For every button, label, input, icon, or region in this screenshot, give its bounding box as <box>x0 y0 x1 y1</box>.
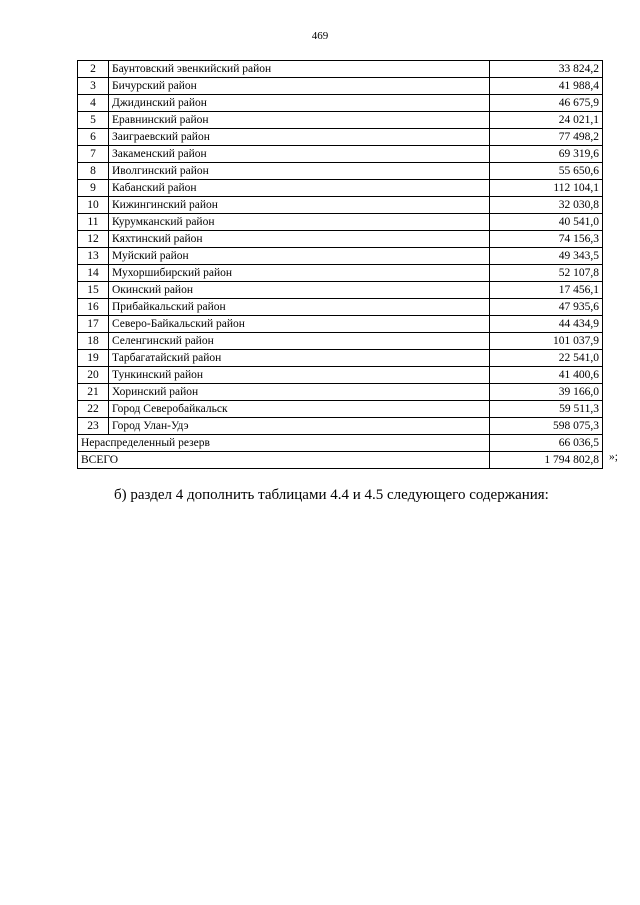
district-amount: 41 400,6 <box>490 367 603 384</box>
district-name: Мухоршибирский район <box>109 265 490 282</box>
district-name: Курумканский район <box>109 214 490 231</box>
district-name: Кяхтинский район <box>109 231 490 248</box>
total-amount: 1 794 802,8 <box>490 452 603 469</box>
row-number: 6 <box>78 129 109 146</box>
district-amount: 22 541,0 <box>490 350 603 367</box>
table-row <box>78 350 603 367</box>
table-row <box>78 333 603 350</box>
district-amount: 33 824,2 <box>490 61 603 78</box>
row-number: 10 <box>78 197 109 214</box>
district-name: Северо-Байкальский район <box>109 316 490 333</box>
row-number: 11 <box>78 214 109 231</box>
district-name: Баунтовский эвенкийский район <box>109 61 490 78</box>
district-amount: 32 030,8 <box>490 197 603 214</box>
instruction-paragraph: б) раздел 4 дополнить таблицами 4.4 и 4.5 следующего содержания: <box>114 487 549 503</box>
table-row <box>78 78 603 95</box>
row-number: 5 <box>78 112 109 129</box>
row-number: 3 <box>78 78 109 95</box>
row-number: 22 <box>78 401 109 418</box>
district-amount: 112 104,1 <box>490 180 603 197</box>
table-row <box>78 146 603 163</box>
table-row <box>78 384 603 401</box>
table-row <box>78 112 603 129</box>
district-name: Тункинский район <box>109 367 490 384</box>
district-name: Хоринский район <box>109 384 490 401</box>
district-name: Город Северобайкальск <box>109 401 490 418</box>
district-amount: 24 021,1 <box>490 112 603 129</box>
row-number: 17 <box>78 316 109 333</box>
district-amount: 40 541,0 <box>490 214 603 231</box>
district-amount: 17 456,1 <box>490 282 603 299</box>
district-amount: 55 650,6 <box>490 163 603 180</box>
district-amount: 69 319,6 <box>490 146 603 163</box>
table-row <box>78 95 603 112</box>
row-number: 19 <box>78 350 109 367</box>
table-row <box>78 163 603 180</box>
district-name: Окинский район <box>109 282 490 299</box>
district-amount: 41 988,4 <box>490 78 603 95</box>
district-amount: 44 434,9 <box>490 316 603 333</box>
district-name: Муйский район <box>109 248 490 265</box>
table-row <box>78 197 603 214</box>
district-amount: 39 166,0 <box>490 384 603 401</box>
district-budget-table <box>77 60 603 469</box>
table-body <box>78 61 603 469</box>
table-row <box>78 265 603 282</box>
district-amount: 49 343,5 <box>490 248 603 265</box>
district-name: Иволгинский район <box>109 163 490 180</box>
district-name: Закаменский район <box>109 146 490 163</box>
district-name: Заиграевский район <box>109 129 490 146</box>
district-amount: 598 075,3 <box>490 418 603 435</box>
district-name: Город Улан-Удэ <box>109 418 490 435</box>
row-number: 21 <box>78 384 109 401</box>
total-row <box>78 452 603 469</box>
row-number: 14 <box>78 265 109 282</box>
row-number: 8 <box>78 163 109 180</box>
total-label: ВСЕГО <box>78 452 490 469</box>
row-number: 7 <box>78 146 109 163</box>
district-amount: 101 037,9 <box>490 333 603 350</box>
district-name: Кабанский район <box>109 180 490 197</box>
district-amount: 52 107,8 <box>490 265 603 282</box>
row-number: 9 <box>78 180 109 197</box>
district-amount: 47 935,6 <box>490 299 603 316</box>
district-name: Бичурский район <box>109 78 490 95</box>
district-amount: 77 498,2 <box>490 129 603 146</box>
table-row <box>78 214 603 231</box>
table-row <box>78 299 603 316</box>
table-row <box>78 231 603 248</box>
district-name: Тарбагатайский район <box>109 350 490 367</box>
row-number: 2 <box>78 61 109 78</box>
table-row <box>78 129 603 146</box>
row-number: 15 <box>78 282 109 299</box>
district-name: Прибайкальский район <box>109 299 490 316</box>
district-amount: 46 675,9 <box>490 95 603 112</box>
district-amount: 74 156,3 <box>490 231 603 248</box>
reserve-row <box>78 435 603 452</box>
table-row <box>78 367 603 384</box>
reserve-label: Нераспределенный резерв <box>78 435 490 452</box>
page-number: 469 <box>311 30 329 42</box>
table-row <box>78 248 603 265</box>
closing-quote: »; <box>609 451 618 463</box>
district-name: Кижингинский район <box>109 197 490 214</box>
table-row <box>78 418 603 435</box>
row-number: 4 <box>78 95 109 112</box>
row-number: 16 <box>78 299 109 316</box>
row-number: 13 <box>78 248 109 265</box>
table-row <box>78 61 603 78</box>
district-name: Джидинский район <box>109 95 490 112</box>
table-row <box>78 282 603 299</box>
table-row <box>78 316 603 333</box>
row-number: 18 <box>78 333 109 350</box>
row-number: 23 <box>78 418 109 435</box>
district-amount: 59 511,3 <box>490 401 603 418</box>
reserve-amount: 66 036,5 <box>490 435 603 452</box>
table-row <box>78 401 603 418</box>
row-number: 12 <box>78 231 109 248</box>
row-number: 20 <box>78 367 109 384</box>
district-name: Селенгинский район <box>109 333 490 350</box>
district-name: Еравнинский район <box>109 112 490 129</box>
table-row <box>78 180 603 197</box>
